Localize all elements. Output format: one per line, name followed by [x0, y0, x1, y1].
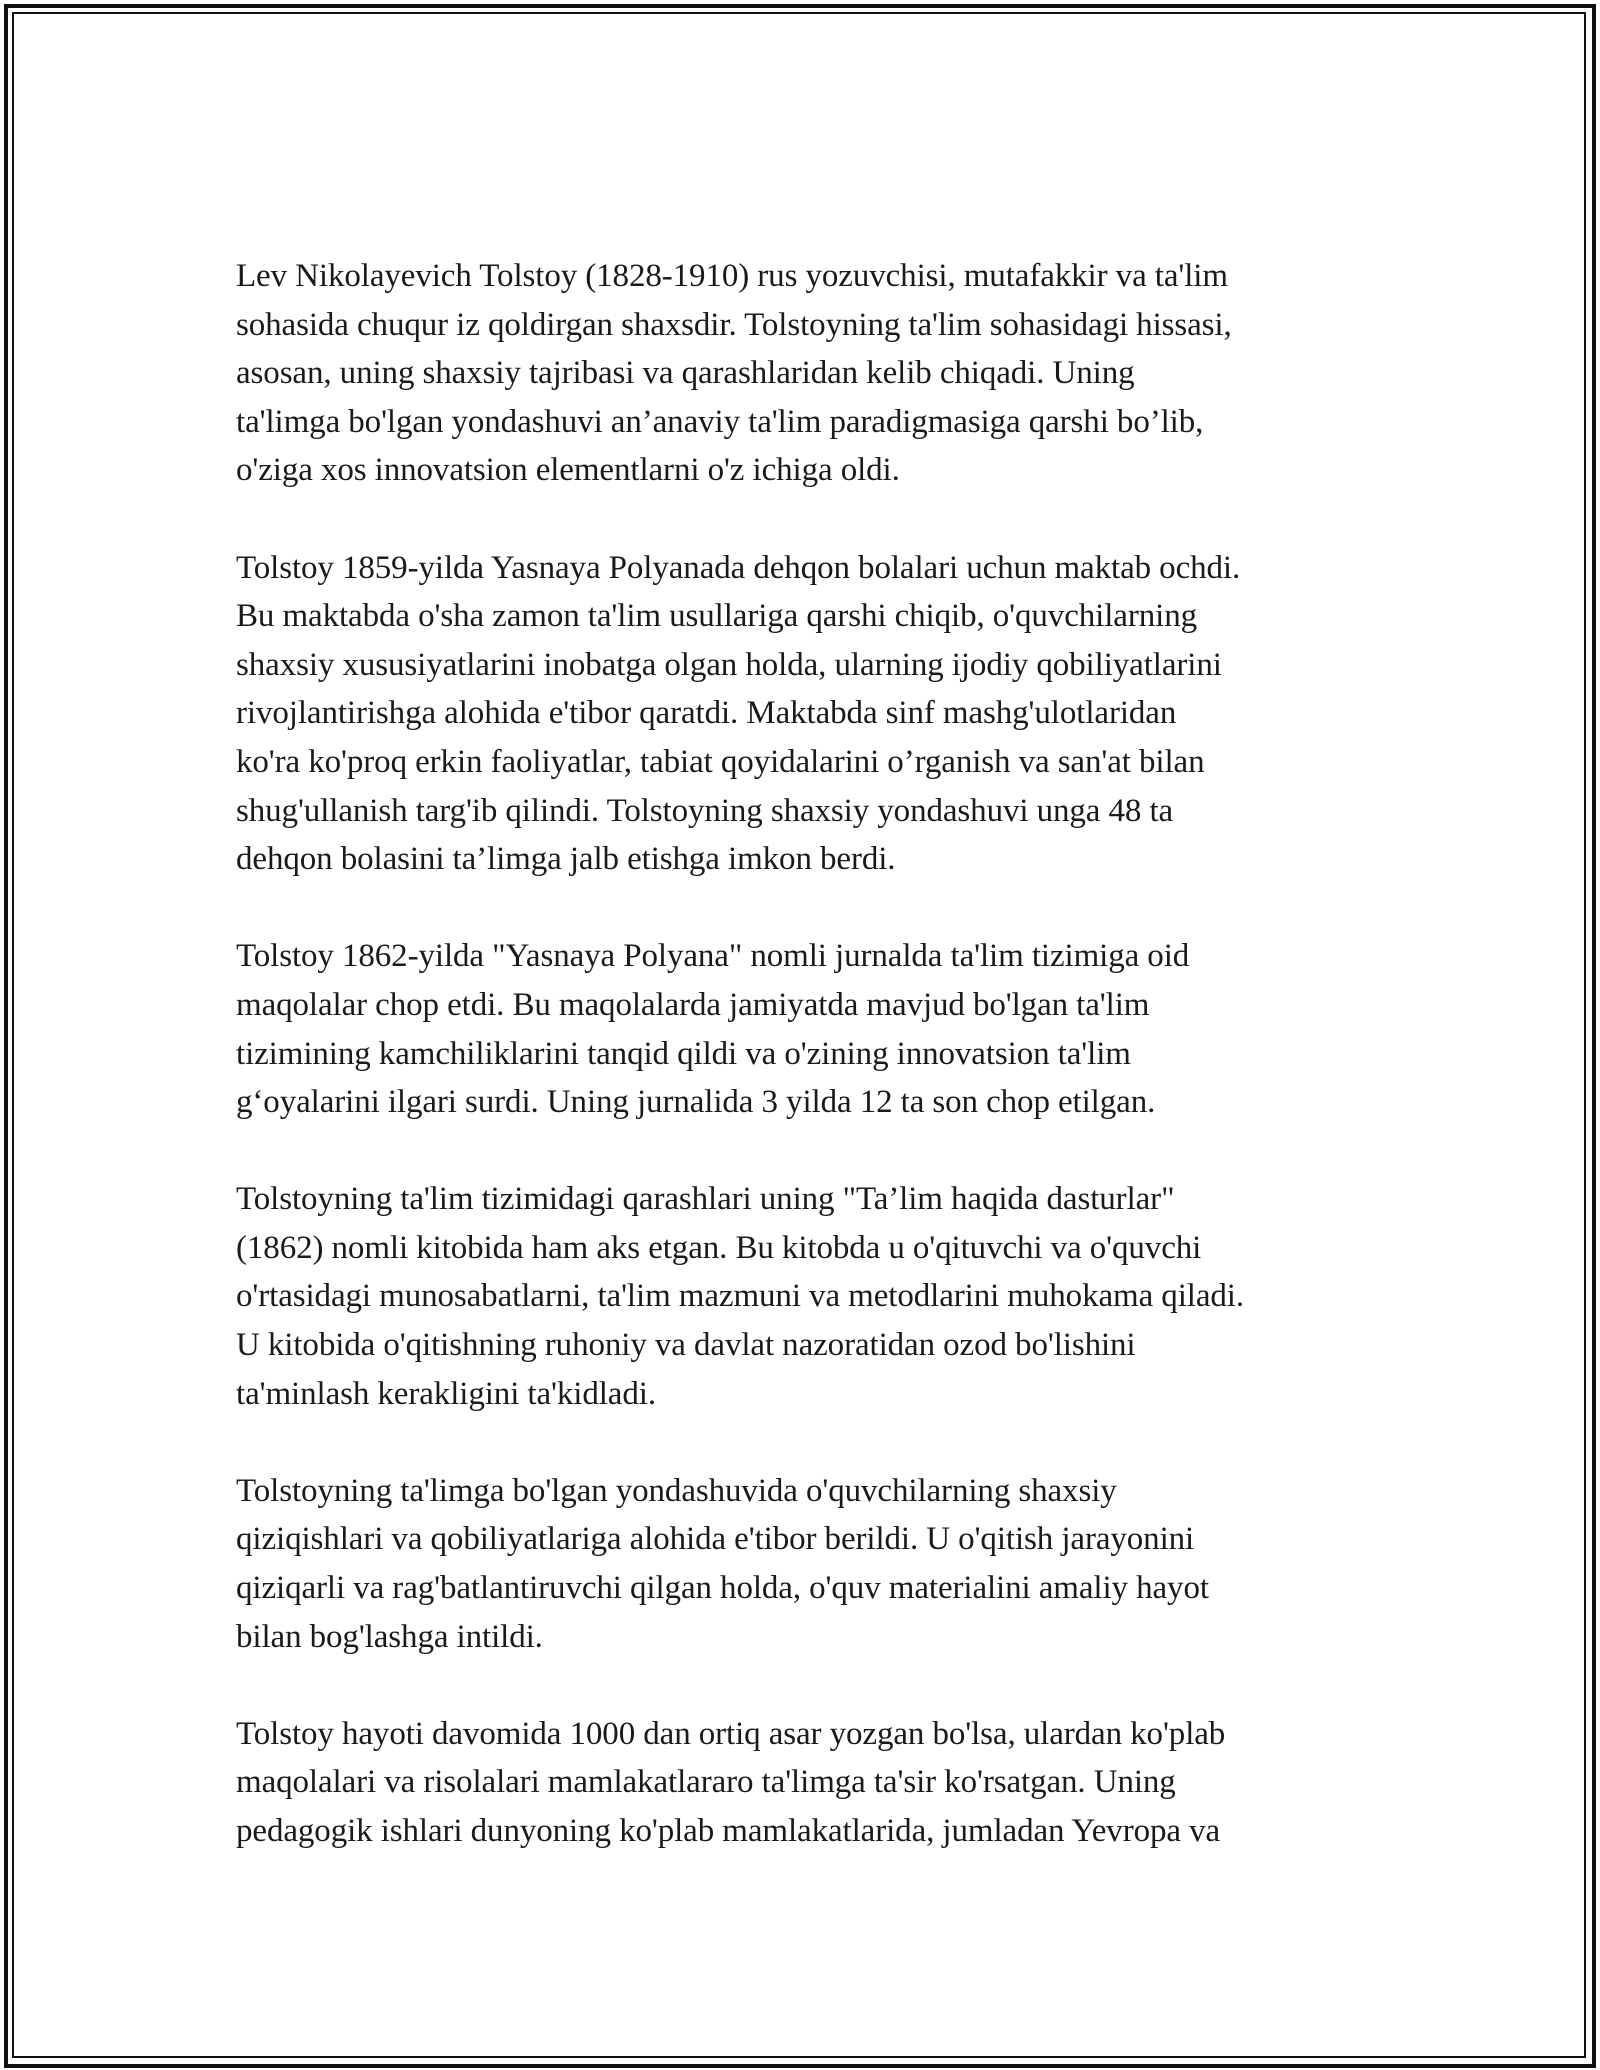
text-line: asosan, uning shaxsiy tajribasi va qarashlaridan kelib chiqadi. Uning [236, 355, 1135, 392]
text-line: shug'ullanish targ'ib qilindi. Tolstoyning shaxsiy yondashuvi unga 48 ta [236, 792, 1174, 829]
text-line: ta'limga bo'lgan yondashuvi an’anaviy ta'lim paradigmasiga qarshi bo’lib, [236, 403, 1204, 440]
text-line: bilan bog'lashga intildi. [236, 1618, 543, 1655]
text-line: qiziqishlari va qobiliyatlariga alohida e'tibor berildi. U o'qitish jarayonini [236, 1521, 1195, 1558]
text-line: ta'minlash kerakligini ta'kidladi. [236, 1375, 656, 1412]
text-line: maqolalari va risolalari mamlakatlararo ta'limga ta'sir ko'rsatgan. Uning [236, 1764, 1176, 1801]
paragraph-1 [236, 252, 1376, 495]
text-line: Tolstoy hayoti davomida 1000 dan ortiq asar yozgan bo'lsa, ulardan ko'plab [236, 1715, 1226, 1752]
text-line: U kitobida o'qitishning ruhoniy va davlat nazoratidan ozod bo'lishini [236, 1327, 1136, 1364]
text-line: Tolstoy 1859-yilda Yasnaya Polyanada dehqon bolalari uchun maktab ochdi. [236, 549, 1241, 586]
text-line: tizimining kamchiliklarini tanqid qildi va o'zining innovatsion ta'lim [236, 1035, 1131, 1072]
text-line: Tolstoyning ta'limga bo'lgan yondashuvida o'quvchilarning shaxsiy [236, 1472, 1117, 1509]
paragraph-3 [236, 932, 1376, 1126]
text-line: Lev Nikolayevich Tolstoy (1828-1910) rus yozuvchisi, mutafakkir va ta'lim [236, 258, 1228, 294]
text-line: Bu maktabda o'sha zamon ta'lim usullariga qarshi chiqib, o'quvchilarning [236, 598, 1197, 635]
text-line: rivojlantirishga alohida e'tibor qaratdi. Maktabda sinf mashg'ulotlaridan [236, 695, 1177, 732]
paragraph-6 [236, 1710, 1376, 1856]
paragraph-2 [236, 544, 1376, 884]
text-line: ko'ra ko'proq erkin faoliyatlar, tabiat qoyidalarini o’rganish va san'at bilan [236, 743, 1205, 780]
text-line: maqolalar chop etdi. Bu maqolalarda jamiyatda mavjud bo'lgan ta'lim [236, 986, 1150, 1023]
text-line: o'rtasidagi munosabatlarni, ta'lim mazmuni va metodlarini muhokama qiladi. [236, 1278, 1244, 1315]
text-line: dehqon bolasini ta’limga jalb etishga imkon berdi. [236, 841, 896, 878]
text-line: Tolstoyning ta'lim tizimidagi qarashlari uning "Ta’lim haqida dasturlar" [236, 1181, 1175, 1218]
text-line: (1862) nomli kitobida ham aks etgan. Bu kitobda u o'qituvchi va o'quvchi [236, 1229, 1202, 1266]
text-line: Tolstoy 1862-yilda "Yasnaya Polyana" nomli jurnalda ta'lim tizimiga oid [236, 938, 1190, 975]
text-line: shaxsiy xususiyatlarini inobatga olgan holda, ularning ijodiy qobiliyatlarini [236, 646, 1222, 683]
paragraph-4 [236, 1175, 1376, 1418]
text-line: pedagogik ishlari dunyoning ko'plab mamlakatlarida, jumladan Yevropa va [236, 1813, 1221, 1849]
text-line: g‘oyalarini ilgari surdi. Uning jurnalida 3 yilda 12 ta son chop etilgan. [236, 1084, 1156, 1121]
document-body [236, 252, 1376, 1904]
text-line: sohasida chuqur iz qoldirgan shaxsdir. Tolstoyning ta'lim sohasidagi hissasi, [236, 306, 1232, 343]
paragraph-5 [236, 1467, 1376, 1661]
text-line: o'ziga xos innovatsion elementlarni o'z ichiga oldi. [236, 452, 900, 489]
text-line: qiziqarli va rag'batlantiruvchi qilgan holda, o'quv materialini amaliy hayot [236, 1570, 1209, 1607]
